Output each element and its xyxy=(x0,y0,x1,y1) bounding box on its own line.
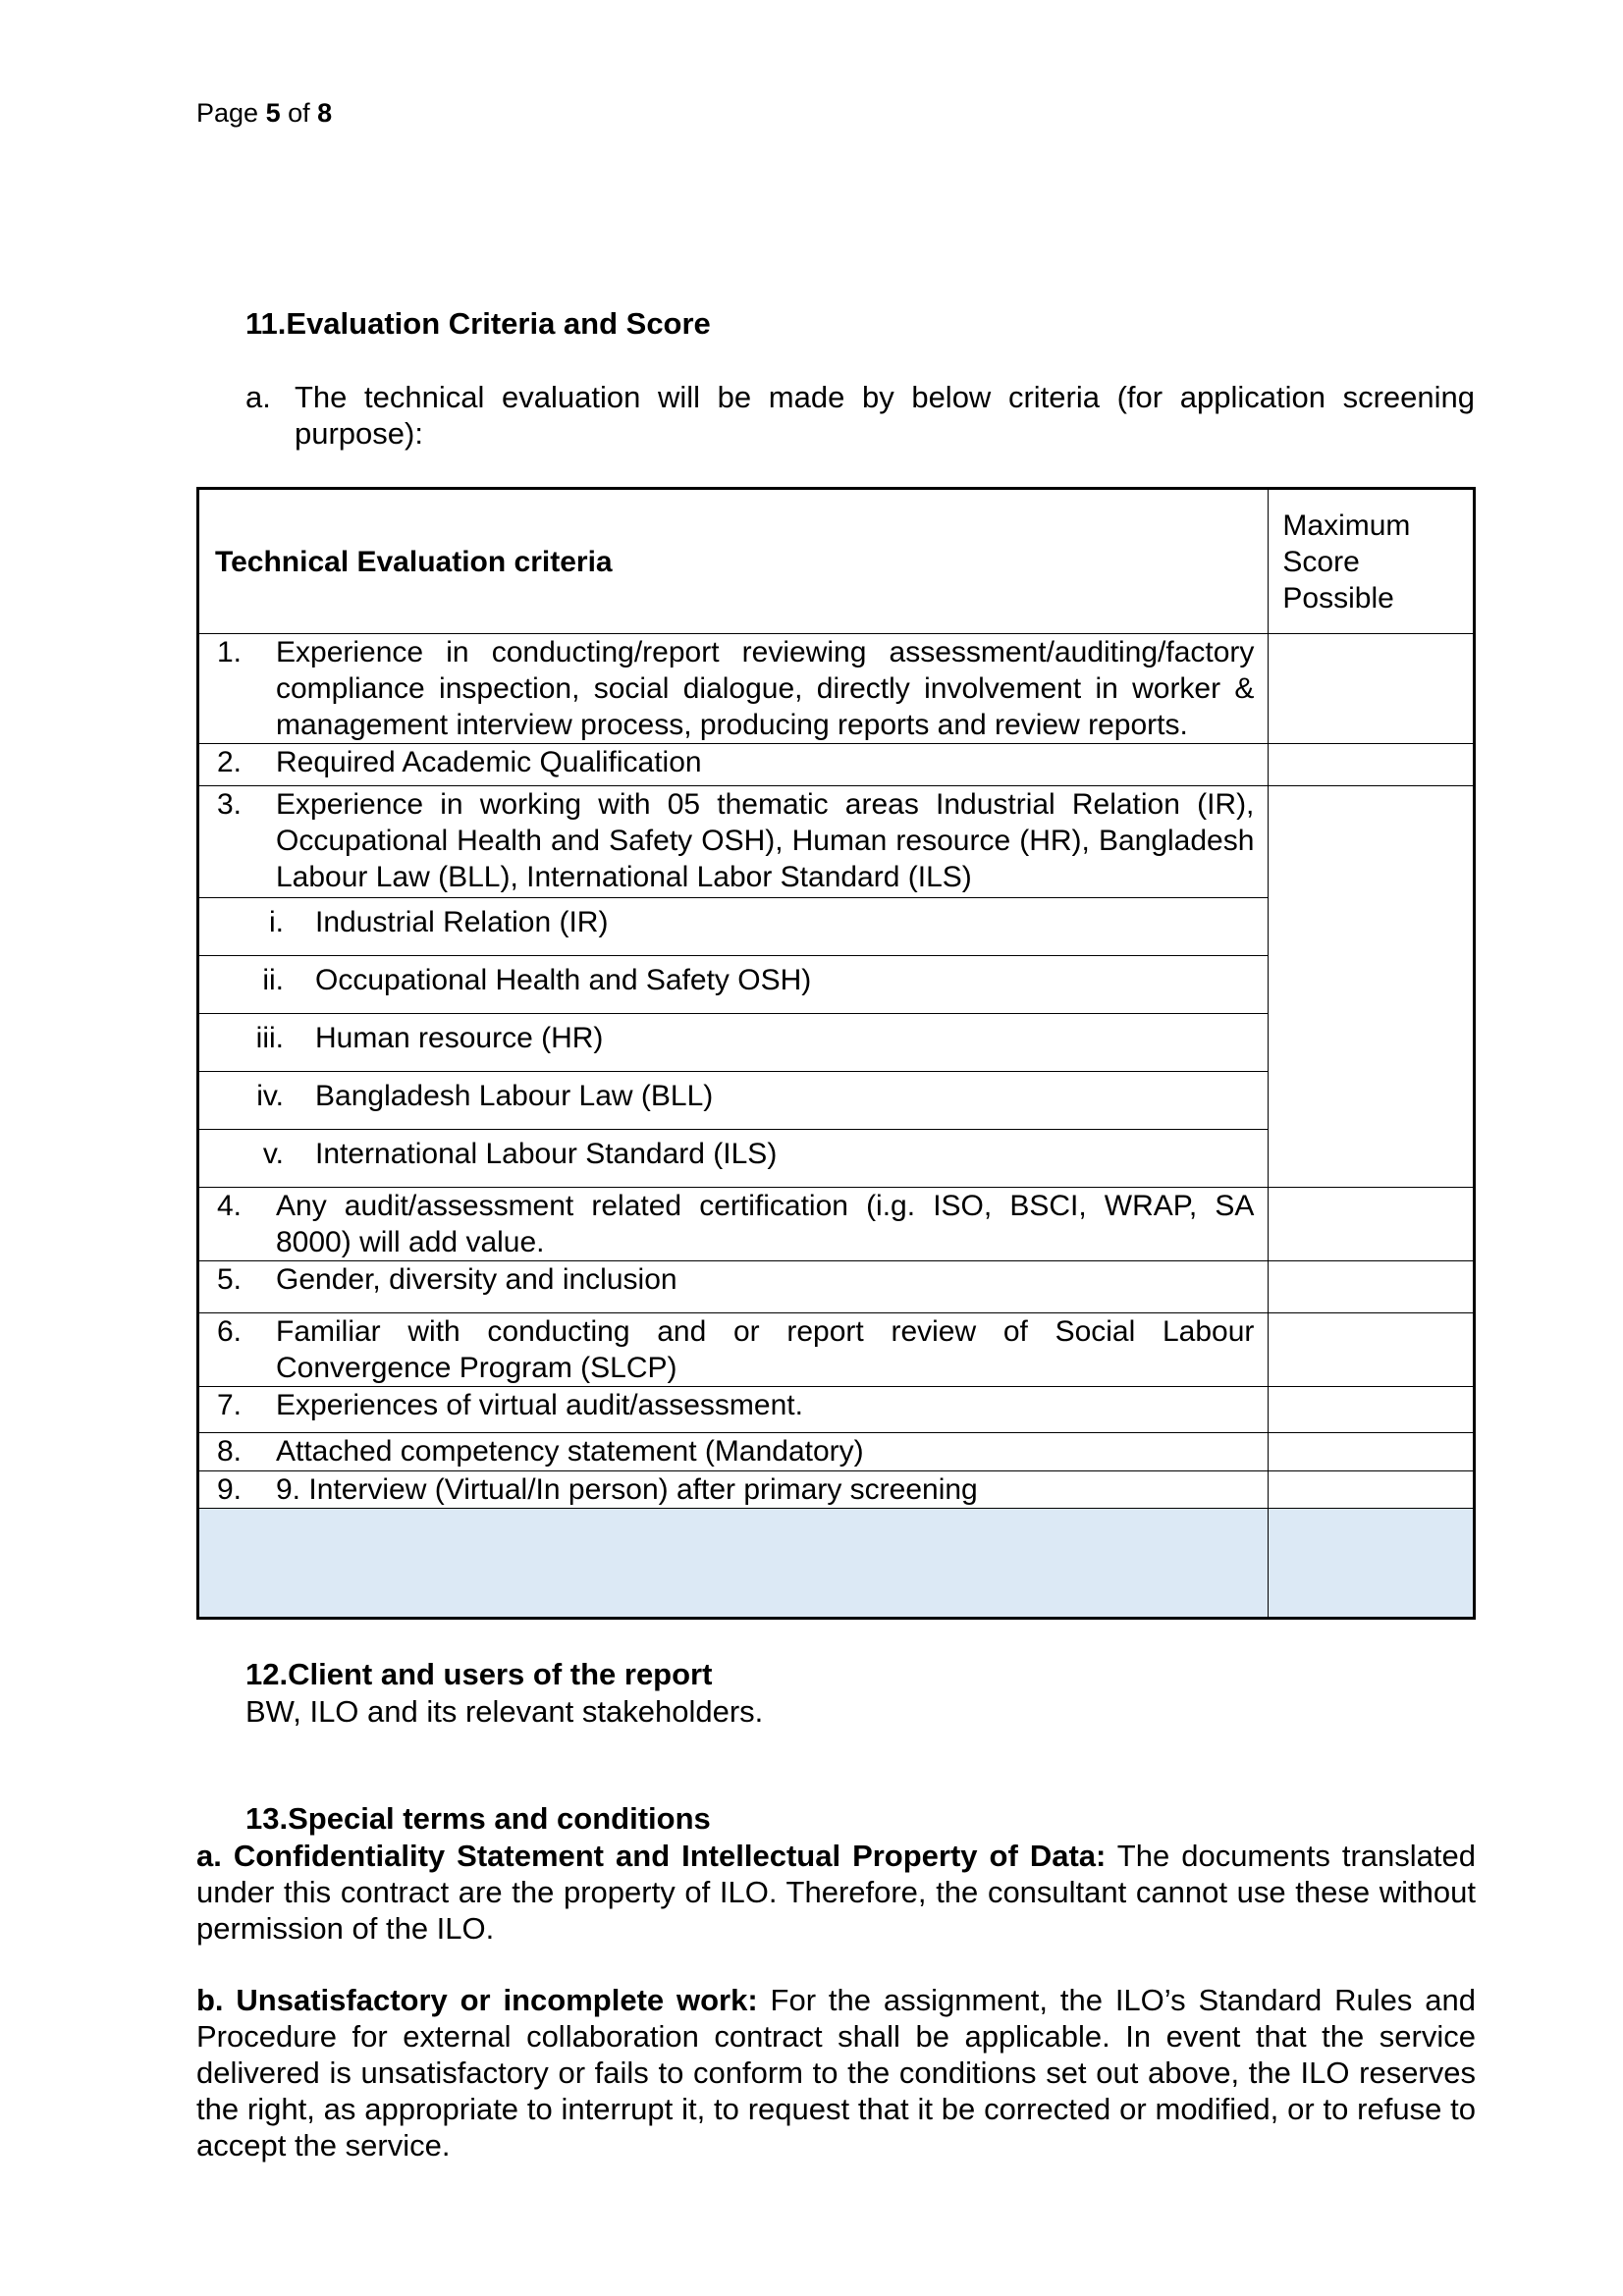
table-subrow: v. International Labour Standard (ILS) xyxy=(198,1130,1475,1188)
table-row: 4. Any audit/assessment related certification (i.g. ISO, BSCI, WRAP, SA 8000) will add value. xyxy=(198,1188,1475,1261)
table-subrow: ii. Occupational Health and Safety OSH) xyxy=(198,956,1475,1014)
table-subrow: iv. Bangladesh Labour Law (BLL) xyxy=(198,1072,1475,1130)
section-11-heading: 11.Evaluation Criteria and Score xyxy=(245,306,711,341)
criteria-header: Technical Evaluation criteria xyxy=(198,489,1269,634)
score-cell xyxy=(1269,1387,1475,1433)
table-row: 2. Required Academic Qualification xyxy=(198,744,1475,786)
score-cell xyxy=(1269,1188,1475,1261)
score-header: Maximum Score Possible xyxy=(1269,489,1475,634)
table-subrow: i. Industrial Relation (IR) xyxy=(198,898,1475,956)
section-12-text: BW, ILO and its relevant stakeholders. xyxy=(245,1694,764,1729)
score-cell xyxy=(1269,1313,1475,1387)
confidentiality-paragraph: a. Confidentiality Statement and Intellectual Property of Data: The documents translated under this contract are the property of ILO. Therefore, the consultant cannot use these without permission of the ILO. xyxy=(196,1839,1476,1946)
table-row: 3. Experience in working with 05 thematic areas Industrial Relation (IR), Occupational Health and Safety OSH), Human resource (HR), Bangladesh Labour Law (BLL), International Labor Standard (ILS) xyxy=(198,786,1475,898)
unsatisfactory-work-paragraph: b. Unsatisfactory or incomplete work: For the assignment, the ILO’s Standard Rules and Procedure for external collaboration contract shall be applicable. In event that the service delivered is unsatisfactory or fails to conform to the conditions set out above, the ILO reserves the right, as appropriate to interrupt it, to request that it be corrected or modified, or to refuse to accept the service. xyxy=(196,1983,1476,2163)
table-total-row xyxy=(198,1509,1475,1619)
table-row: 5. Gender, diversity and inclusion xyxy=(198,1261,1475,1313)
page-number xyxy=(196,98,332,129)
total-label-cell xyxy=(198,1509,1269,1619)
table-header-row xyxy=(198,489,1475,634)
section-13-heading: 13.Special terms and conditions xyxy=(245,1801,711,1836)
section-11-item-a: a. The technical evaluation will be made by below criteria (for application screening purpose): xyxy=(245,380,1475,451)
score-cell xyxy=(1269,744,1475,786)
score-cell xyxy=(1269,634,1475,744)
score-cell xyxy=(1269,1471,1475,1509)
total-score-cell xyxy=(1269,1509,1475,1619)
page-current: 5 xyxy=(265,98,281,128)
table-row: 6. Familiar with conducting and or report review of Social Labour Convergence Program (SLCP) xyxy=(198,1313,1475,1387)
table-row: 8. Attached competency statement (Mandatory) xyxy=(198,1433,1475,1471)
page-of: of xyxy=(288,98,310,128)
table-subrow: iii. Human resource (HR) xyxy=(198,1014,1475,1072)
score-cell xyxy=(1269,786,1475,1188)
evaluation-criteria-table xyxy=(196,487,1476,1620)
table-row: 7. Experiences of virtual audit/assessment. xyxy=(198,1387,1475,1433)
table-row: 9. 9. Interview (Virtual/In person) after primary screening xyxy=(198,1471,1475,1509)
table-row: 1. Experience in conducting/report reviewing assessment/auditing/factory compliance inspection, social dialogue, directly involvement in worker & management interview process, producing reports and review reports. xyxy=(198,634,1475,744)
score-cell xyxy=(1269,1261,1475,1313)
section-12-heading: 12.Client and users of the report xyxy=(245,1657,713,1691)
page-prefix: Page xyxy=(196,98,259,128)
page-total: 8 xyxy=(317,98,333,128)
score-cell xyxy=(1269,1433,1475,1471)
